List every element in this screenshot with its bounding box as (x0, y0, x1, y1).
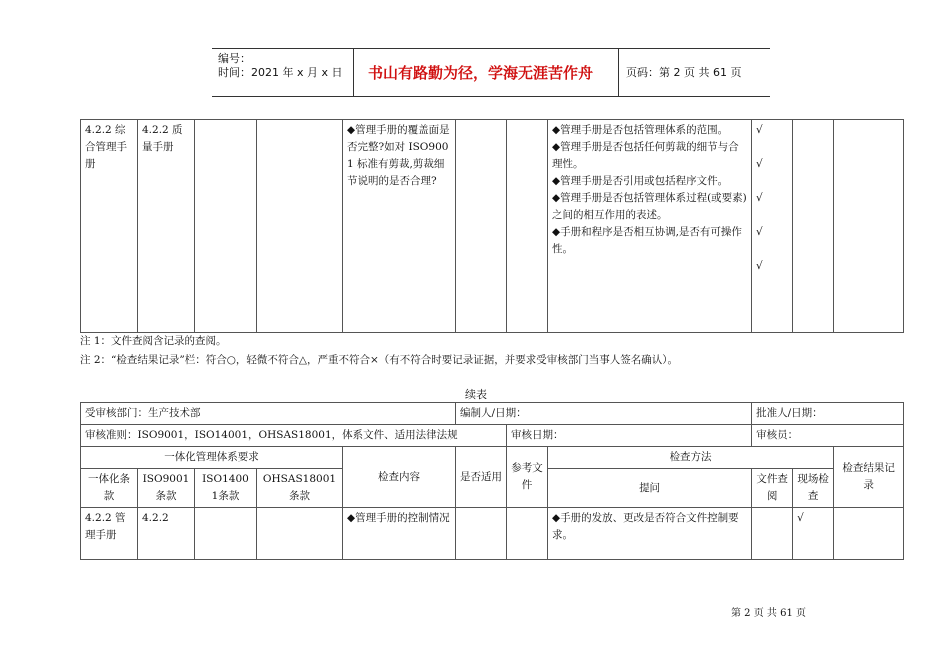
question-item: ◆手册和程序是否相互协调,是否有可操作性。 (552, 226, 742, 255)
iso14001-header: ISO14001条款 (195, 469, 257, 508)
integrated-header: 一体化条款 (81, 469, 138, 508)
doc-check-cell (752, 508, 793, 560)
doc-header: 文件查阅 (752, 469, 793, 508)
header-number: 编号： (218, 52, 251, 65)
result-cell (834, 508, 904, 560)
applicable-cell (456, 508, 507, 560)
header-top-rule (212, 48, 770, 49)
table-row (81, 120, 904, 333)
ohsas-clause (257, 120, 343, 333)
check-content: ◆管理手册的控制情况 (343, 508, 456, 560)
check-mark: √ (756, 260, 763, 272)
header-time: 时间：2021 年 x 月 x 日 (218, 66, 343, 79)
content-header: 检查内容 (343, 447, 456, 508)
header-row-1 (81, 447, 904, 469)
question-header: 提问 (548, 469, 752, 508)
table-row (81, 508, 904, 560)
method-header: 检查方法 (548, 447, 834, 469)
reference-header: 参考文件 (507, 447, 548, 508)
footer-page-number: 第 2 页 共 61 页 (731, 608, 806, 619)
question-cell: ◆手册的发放、更改是否符合文件控制要求。 (548, 508, 752, 560)
question-item: ◆管理手册是否包括任何剪裁的细节与合理性。 (552, 141, 739, 170)
ohsas-clause (257, 508, 343, 560)
criteria-cell: 审核准则：ISO9001，ISO14001，OHSAS18001，体系文件、适用法律法规 (81, 425, 507, 447)
dept-row (81, 403, 904, 425)
check-mark: √ (756, 226, 763, 238)
result-header: 检查结果记录 (834, 447, 904, 508)
auditor-cell: 审核员： (752, 425, 904, 447)
audit-table-1 (80, 119, 904, 333)
iso14001-clause (195, 120, 257, 333)
question-item: ◆管理手册是否引用或包括程序文件。 (552, 175, 729, 187)
ohsas-header: OHSAS18001条款 (257, 469, 343, 508)
note-1: 注 1：文件查阅含记录的查阅。 (80, 335, 227, 347)
applicable-header: 是否适用 (456, 447, 507, 508)
iso9001-clause: 4.2.2 (138, 508, 195, 560)
iso9001-header: ISO9001条款 (138, 469, 195, 508)
prepared-cell: 编制人/日期： (456, 403, 752, 425)
site-check-cell (793, 120, 834, 333)
header-page-code: 页码：第 2 页 共 61 页 (626, 66, 742, 79)
criteria-row (81, 425, 904, 447)
question-item: ◆管理手册是否包括管理体系的范围。 (552, 124, 729, 136)
header-motto: 书山有路勤为径，学海无涯苦作舟 (368, 64, 594, 82)
reference-cell (507, 508, 548, 560)
requirements-header: 一体化管理体系要求 (81, 447, 343, 469)
check-content: ◆管理手册的覆盖面是否完整?如对 ISO9001 标准有剪裁,剪裁细节说明的是否合理? (343, 120, 456, 333)
question-item: ◆管理手册是否包括管理体系过程(或要素)之间的相互作用的表述。 (552, 192, 747, 221)
table-caption: 续表 (465, 388, 487, 401)
header-divider-1 (353, 48, 354, 96)
reference-cell (507, 120, 548, 333)
iso14001-clause (195, 508, 257, 560)
check-mark: √ (756, 192, 763, 204)
check-mark: √ (756, 124, 763, 136)
check-mark: √ (756, 158, 763, 170)
note-2: 注 2：“检查结果记录”栏：符合○，轻微不符合△，严重不符合×（有不符合时要记录证据，并要求受审核部门当事人签名确认）。 (80, 354, 679, 366)
approved-cell: 批准人/日期： (752, 403, 904, 425)
audit-table-2 (80, 402, 904, 560)
header-divider-2 (618, 48, 619, 96)
integrated-clause: 4.2.2 管理手册 (81, 508, 138, 560)
header-bottom-rule (212, 96, 770, 97)
questions-cell (548, 120, 752, 333)
result-cell (834, 120, 904, 333)
applicable-cell (456, 120, 507, 333)
site-header: 现场检查 (793, 469, 834, 508)
doc-check-cell (752, 120, 793, 333)
site-check-cell: √ (793, 508, 834, 560)
iso9001-clause: 4.2.2 质量手册 (138, 120, 195, 333)
integrated-clause: 4.2.2 综合管理手册 (81, 120, 138, 333)
dept-cell: 受审核部门：生产技术部 (81, 403, 456, 425)
audit-date-cell: 审核日期： (507, 425, 752, 447)
